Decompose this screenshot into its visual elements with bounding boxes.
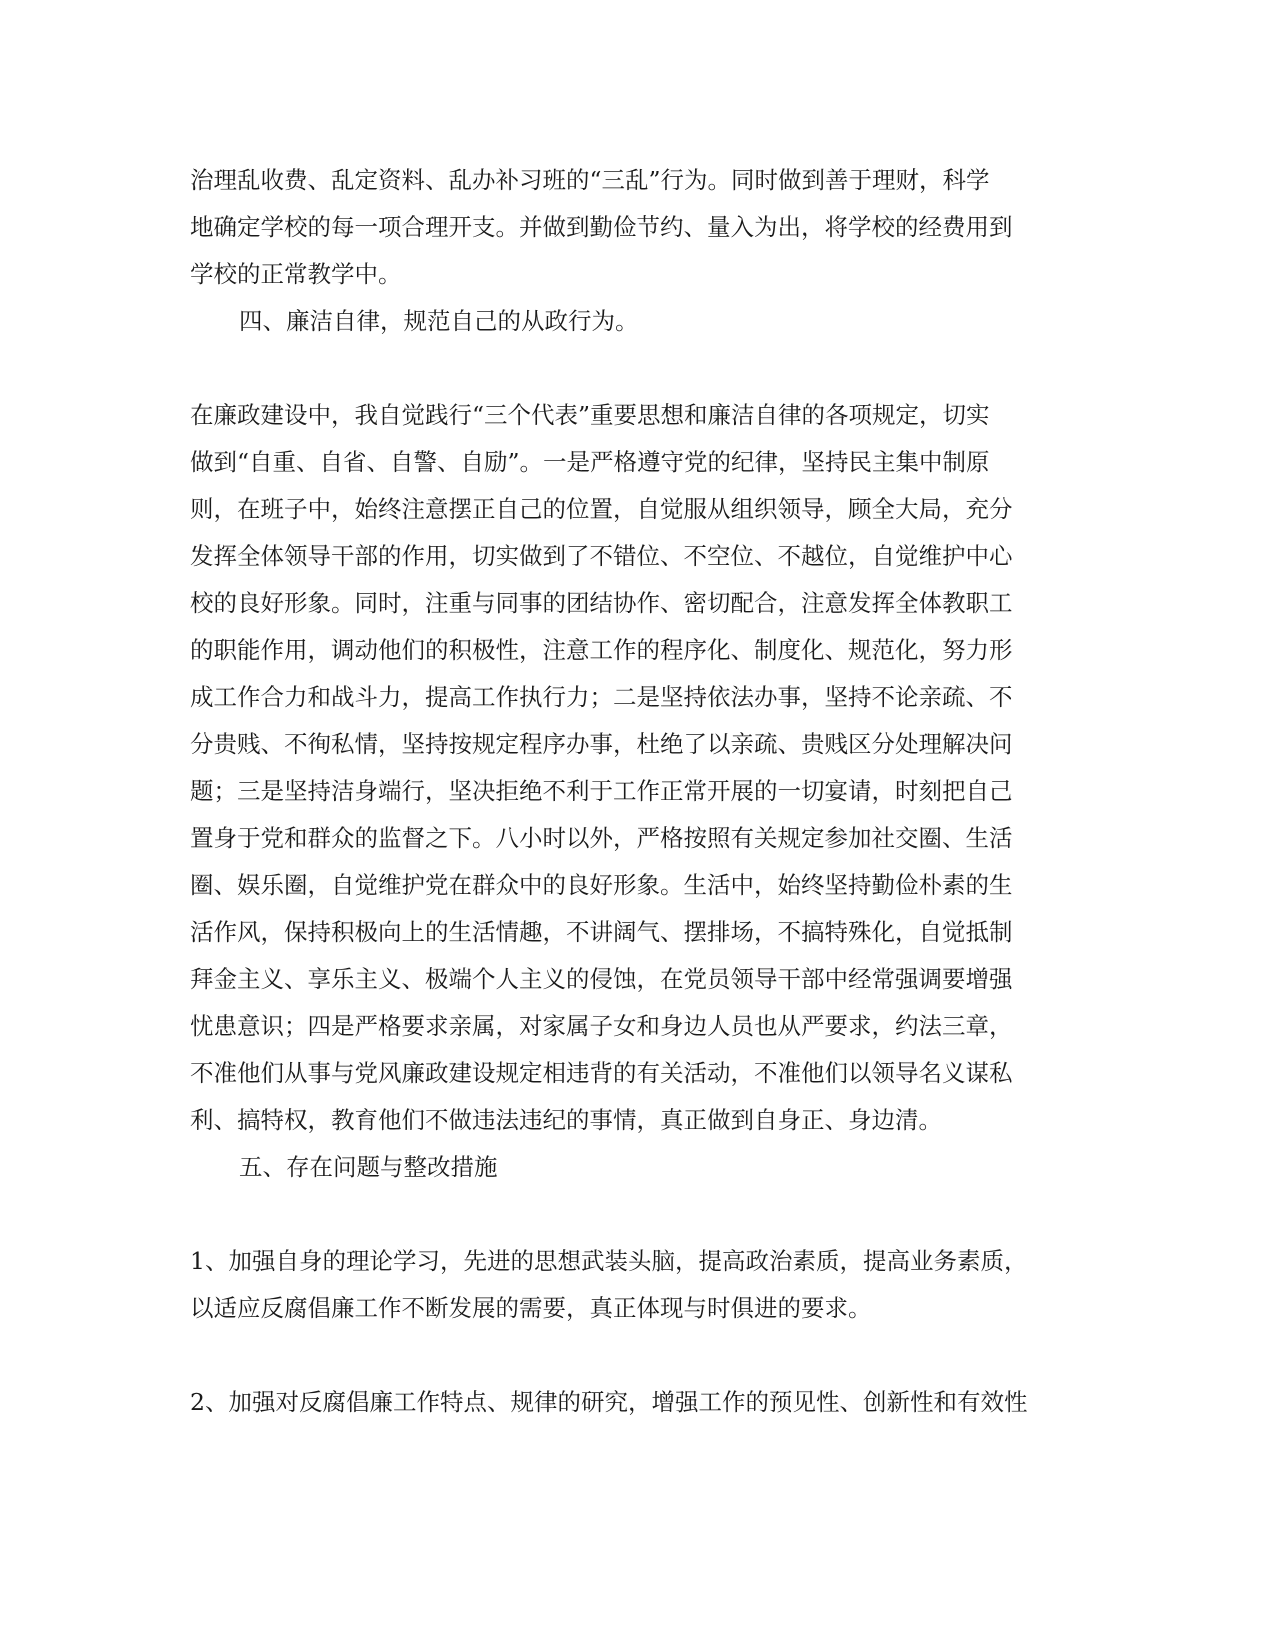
text-line: 圈、娱乐圈，自觉维护党在群众中的良好形象。生活中，始终坚持勤俭朴素的生 [190, 871, 1013, 899]
text-line: 在廉政建设中，我自觉践行“三个代表”重要思想和廉洁自律的各项规定，切实 [190, 401, 990, 429]
text-line: 不准他们从事与党风廉政建设规定相违背的有关活动，不准他们以领导名义谋私 [190, 1059, 1013, 1087]
text-line: 利、搞特权，教育他们不做违法违纪的事情，真正做到自身正、身边清。 [190, 1106, 942, 1134]
text-line: 做到“自重、自省、自警、自励”。一是严格遵守党的纪律，坚持民主集中制原 [190, 448, 990, 476]
list-item: 1、加强自身的理论学习，先进的思想武装头脑，提高政治素质，提高业务素质， [190, 1247, 1028, 1275]
text-line: 题；三是坚持洁身端行，坚决拒绝不利于工作正常开展的一切宴请，时刻把自己 [190, 777, 1013, 805]
text-line: 学校的正常教学中。 [190, 260, 402, 288]
text-line: 地确定学校的每一项合理开支。并做到勤俭节约、量入为出，将学校的经费用到 [190, 213, 1013, 241]
text-line: 活作风，保持积极向上的生活情趣，不讲阔气、摆排场，不搞特殊化，自觉抵制 [190, 918, 1013, 946]
section-heading: 四、廉洁自律，规范自己的从政行为。 [239, 307, 639, 335]
text-line: 的职能作用，调动他们的积极性，注意工作的程序化、制度化、规范化，努力形 [190, 636, 1013, 664]
text-line: 分贵贱、不徇私情，坚持按规定程序办事，杜绝了以亲疏、贵贱区分处理解决问 [190, 730, 1013, 758]
text-line: 以适应反腐倡廉工作不断发展的需要，真正体现与时俱进的要求。 [190, 1294, 872, 1322]
section-heading: 五、存在问题与整改措施 [239, 1153, 498, 1181]
text-line: 拜金主义、享乐主义、极端个人主义的侵蚀，在党员领导干部中经常强调要增强 [190, 965, 1013, 993]
list-item: 2、加强对反腐倡廉工作特点、规律的研究，增强工作的预见性、创新性和有效性 [190, 1388, 1028, 1416]
text-line: 忧患意识；四是严格要求亲属，对家属子女和身边人员也从严要求，约法三章， [190, 1012, 1013, 1040]
text-line: 治理乱收费、乱定资料、乱办补习班的“三乱”行为。同时做到善于理财，科学 [190, 166, 990, 194]
text-line: 则，在班子中，始终注意摆正自己的位置，自觉服从组织领导，顾全大局，充分 [190, 495, 1013, 523]
text-line: 发挥全体领导干部的作用，切实做到了不错位、不空位、不越位，自觉维护中心 [190, 542, 1013, 570]
text-line: 校的良好形象。同时，注重与同事的团结协作、密切配合，注意发挥全体教职工 [190, 589, 1013, 617]
text-line: 置身于党和群众的监督之下。八小时以外，严格按照有关规定参加社交圈、生活 [190, 824, 1013, 852]
text-line: 成工作合力和战斗力，提高工作执行力；二是坚持依法办事，坚持不论亲疏、不 [190, 683, 1013, 711]
